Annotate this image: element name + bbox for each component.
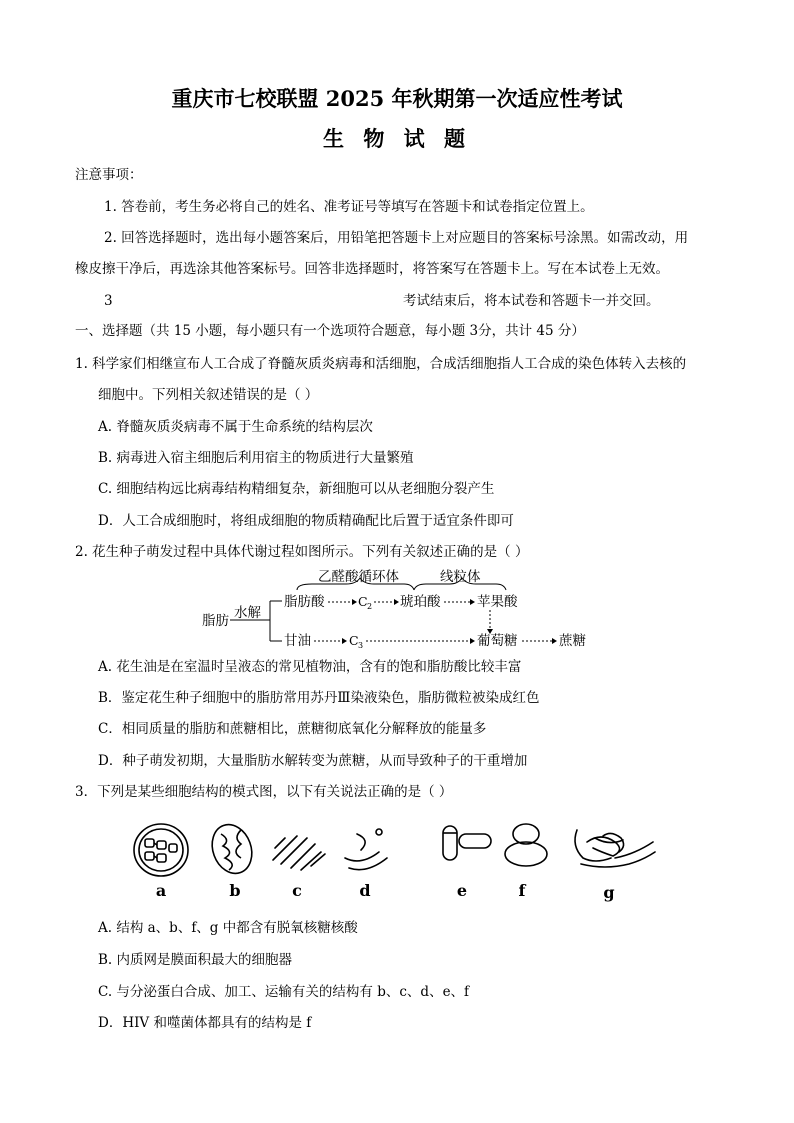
- label-glyoxysome: 乙醛酸循环体: [318, 569, 399, 585]
- node-fatty-acid: 脂肪酸: [284, 594, 325, 610]
- structure-c-er: [273, 836, 325, 870]
- figure-label-e: e: [456, 881, 468, 900]
- notice-item-3-text: 考试结束后，将本试卷和答题卡一并交回。: [403, 293, 660, 309]
- q3-option-a: A. 结构 a、b、f、g 中都含有脱氧核糖核酸: [98, 920, 358, 936]
- section-heading: 一、选择题（共 15 小题，每小题只有一个选项符合题意，每小题 3分，共计 45 分）: [75, 323, 585, 339]
- q3-stem: 3．下列是某些细胞结构的模式图，以下有关说法正确的是（ ）: [75, 784, 453, 800]
- structure-f-ribosome: [505, 824, 547, 866]
- node-succinate: 琥珀酸: [400, 594, 441, 610]
- figure-label-b: b: [229, 881, 241, 900]
- node-c3-sub: 3: [358, 641, 364, 650]
- node-c2-sub: 2: [367, 602, 373, 611]
- q1-stem-line2: 细胞中。下列相关叙述错误的是（ ）: [98, 387, 319, 403]
- notice-heading: 注意事项：: [75, 167, 143, 183]
- structure-d-golgi: [345, 829, 387, 870]
- structure-g-nucleus: [575, 830, 655, 867]
- notice-item-2: 2. 回答选择题时，选出每小题答案后，用铅笔把答题卡上对应题目的答案标号涂黑。如需改动，用: [104, 230, 689, 246]
- q3-option-d: D．HIV 和噬菌体都具有的结构是 f: [98, 1015, 312, 1031]
- structure-b-mitochondrion: [206, 819, 259, 879]
- cell-structures-figure: [125, 812, 665, 904]
- node-glucose: 葡萄糖: [477, 633, 518, 649]
- label-hydrolysis: 水解: [234, 605, 261, 621]
- q2-option-b: B．鉴定花生种子细胞中的脂肪常用苏丹Ⅲ染液染色，脂肪微粒被染成红色: [98, 690, 540, 706]
- q2-option-d: D．种子萌发初期，大量脂肪水解转变为蔗糖，从而导致种子的干重增加: [98, 753, 528, 769]
- notice-item-3-number: 3: [104, 293, 113, 309]
- structure-e-centriole: [443, 826, 491, 860]
- figure-label-a: a: [155, 881, 167, 900]
- q2-option-c: C．相同质量的脂肪和蔗糖相比，蔗糖彻底氧化分解释放的能量多: [98, 721, 487, 737]
- q1-option-d: D．人工合成细胞时，将组成细胞的物质精确配比后置于适宜条件即可: [98, 513, 514, 529]
- exam-subject: 生 物 试 题: [323, 126, 471, 151]
- structure-a-chloroplast: [134, 824, 188, 876]
- exam-title: 重庆市七校联盟 2025 年秋期第一次适应性考试: [171, 86, 623, 111]
- q1-option-c: C. 细胞结构远比病毒结构精细复杂，新细胞可以从老细胞分裂产生: [98, 481, 495, 497]
- figure-label-f: f: [518, 881, 526, 900]
- node-c3: C: [349, 633, 359, 648]
- q3-option-b: B. 内质网是膜面积最大的细胞器: [98, 952, 293, 968]
- q2-stem: 2. 花生种子萌发过程中具体代谢过程如图所示。下列有关叙述正确的是（ ）: [75, 544, 529, 560]
- node-malate: 苹果酸: [477, 594, 518, 610]
- q1-option-a: A. 脊髓灰质炎病毒不属于生命系统的结构层次: [98, 419, 373, 435]
- figure-label-g: g: [603, 883, 615, 902]
- figure-label-c: c: [292, 881, 302, 900]
- node-glycerol: 甘油: [284, 633, 311, 649]
- node-sucrose: 蔗糖: [559, 633, 586, 649]
- q2-option-a: A. 花生油是在室温时呈液态的常见植物油，含有的饱和脂肪酸比较丰富: [98, 659, 522, 675]
- notice-item-1: 1. 答卷前，考生务必将自己的姓名、准考证号等填写在答题卡和试卷指定位置上。: [104, 199, 594, 215]
- label-mitochondria: 线粒体: [440, 569, 481, 585]
- q1-stem-line1: 1. 科学家们相继宣布人工合成了脊髓灰质炎病毒和活细胞，合成活细胞指人工合成的染色体转入去核的: [75, 356, 687, 372]
- q1-option-b: B. 病毒进入宿主细胞后利用宿主的物质进行大量繁殖: [98, 450, 414, 466]
- node-fat: 脂肪: [202, 613, 229, 629]
- figure-label-d: d: [359, 881, 371, 900]
- notice-item-2-cont: 橡皮擦干净后，再选涂其他答案标号。回答非选择题时，将答案写在答题卡上。写在本试卷上无效。: [75, 261, 669, 277]
- node-c2: C: [358, 594, 368, 609]
- q3-option-c: C. 与分泌蛋白合成、加工、运输有关的结构有 b、c、d、e、f: [98, 984, 470, 1000]
- metabolism-diagram: [200, 565, 600, 653]
